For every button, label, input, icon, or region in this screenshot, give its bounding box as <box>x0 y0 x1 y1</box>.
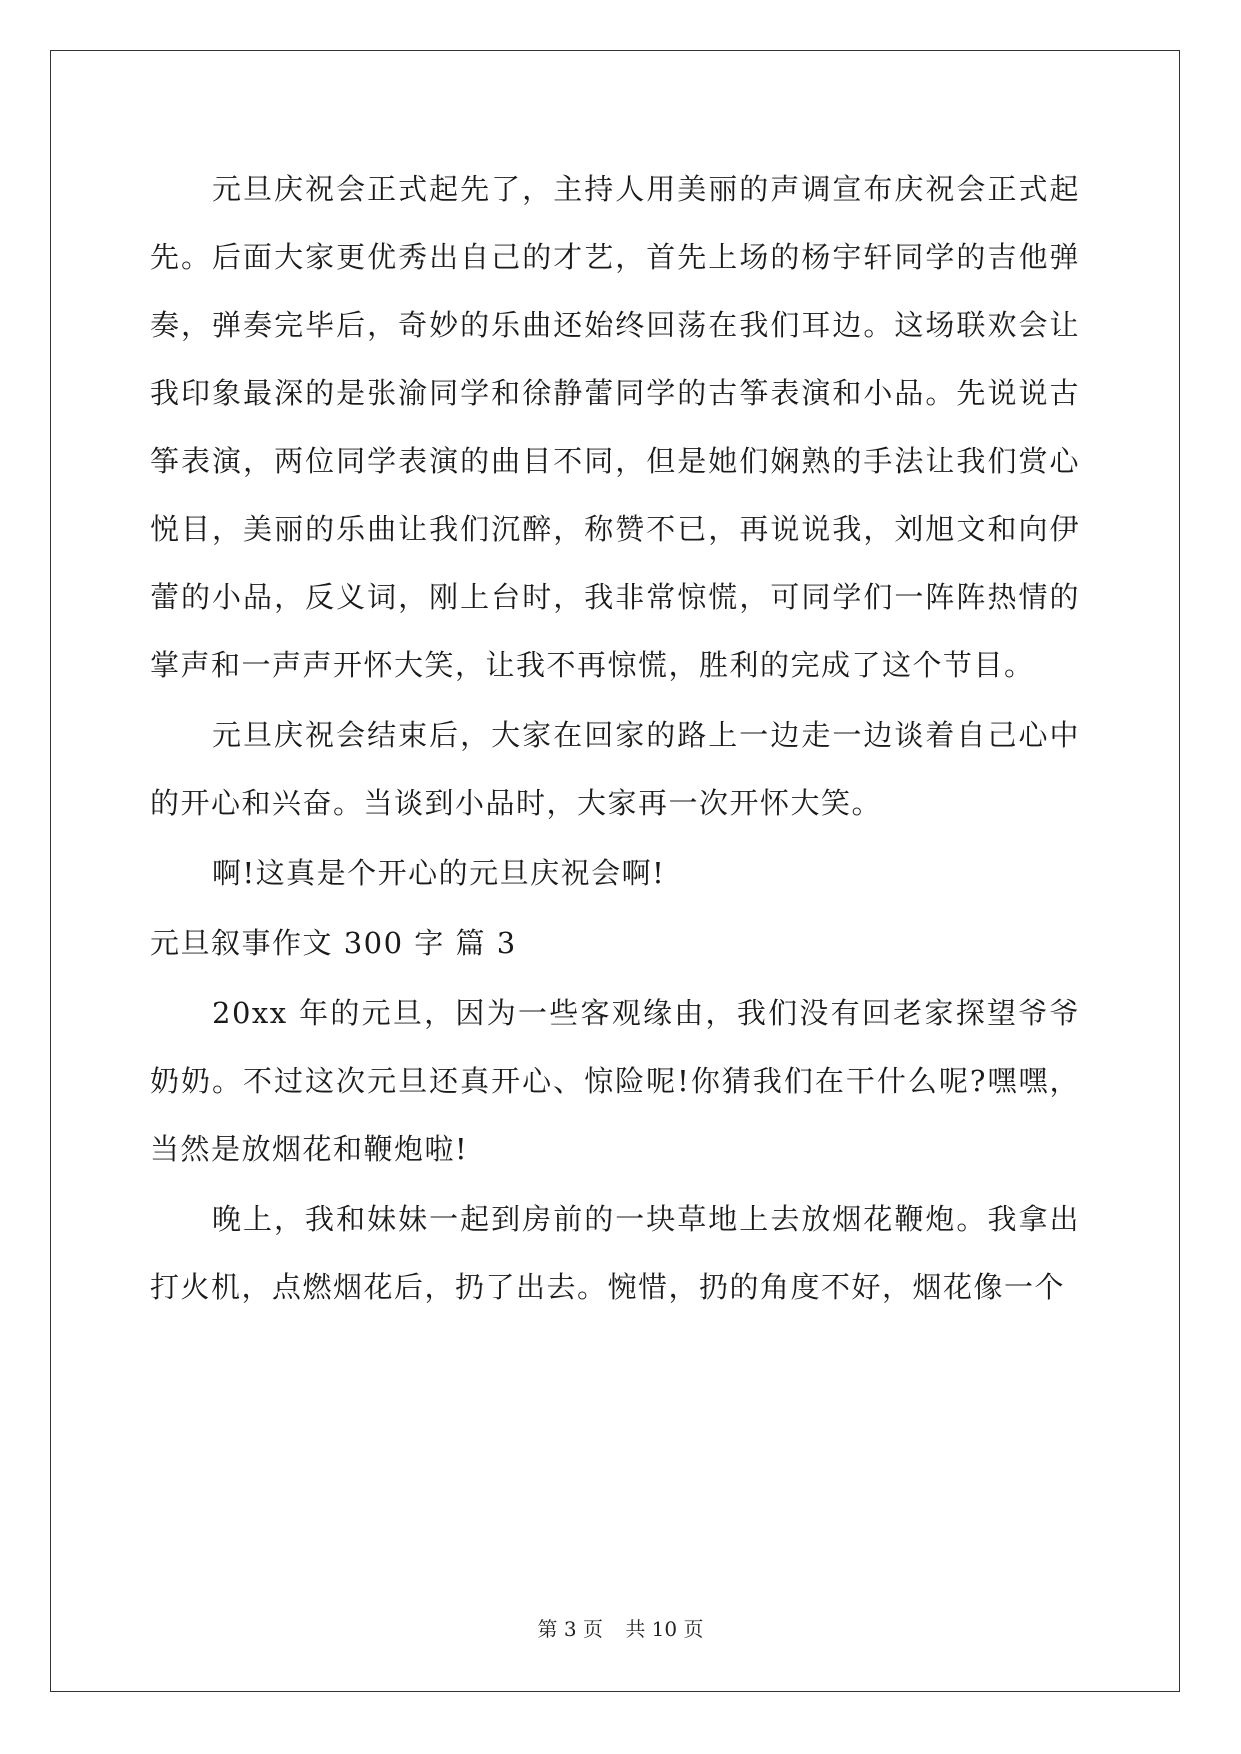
paragraph: 晚上，我和妹妹一起到房前的一块草地上去放烟花鞭炮。我拿出打火机，点燃烟花后，扔了出去。惋惜，扔的角度不好，烟花像一个 <box>150 1202 1080 1304</box>
section-heading: 元旦叙事作文 300 字 篇 3 <box>150 926 517 960</box>
page-total: 共 10 页 <box>625 1617 704 1641</box>
paragraph: 20xx 年的元旦，因为一些客观缘由，我们没有回老家探望爷爷奶奶。不过这次元旦还真开心、惊险呢!你猜我们在干什么呢?嘿嘿，当然是放烟花和鞭炮啦! <box>150 996 1080 1166</box>
page-footer <box>0 1613 1241 1642</box>
paragraph: 啊!这真是个开心的元旦庆祝会啊! <box>212 856 666 890</box>
page-number: 第 3 页 <box>537 1617 603 1641</box>
paragraph: 元旦庆祝会正式起先了，主持人用美丽的声调宣布庆祝会正式起先。后面大家更优秀出自己的才艺，首先上场的杨宇轩同学的吉他弹奏，弹奏完毕后，奇妙的乐曲还始终回荡在我们耳边。这场联欢会让我印象最深的是张渝同学和徐静蕾同学的古筝表演和小品。先说说古筝表演，两位同学表演的曲目不同，但是她们娴熟的手法让我们赏心悦目，美丽的乐曲让我们沉醉，称赞不已，再说说我，刘旭文和向伊蕾的小品，反义词，刚上台时，我非常惊慌，可同学们一阵阵热情的掌声和一声声开怀大笑，让我不再惊慌，胜利的完成了这个节目。 <box>150 172 1080 682</box>
paragraph: 元旦庆祝会结束后，大家在回家的路上一边走一边谈着自己心中的开心和兴奋。当谈到小品时，大家再一次开怀大笑。 <box>150 718 1080 820</box>
document-body <box>150 155 1080 1323</box>
